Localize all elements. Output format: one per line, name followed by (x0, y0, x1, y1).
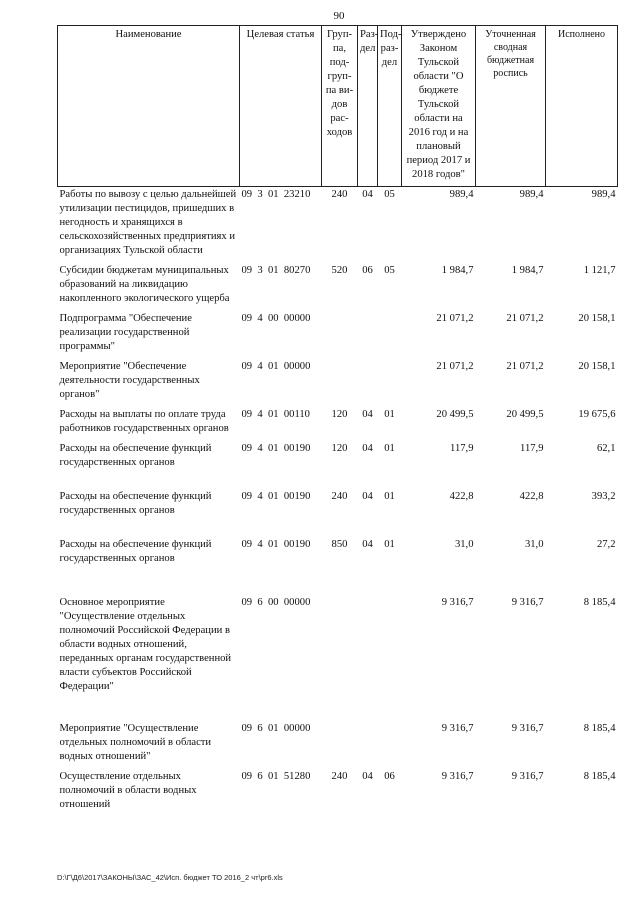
row-approved-amount: 21 071,2 (436, 361, 474, 372)
row-spacer-cell (58, 518, 618, 537)
row-name: Мероприятие "Осуществление отдельных полномочий в области водных отношений" (59, 723, 212, 762)
row-specified-amount: 9 316,7 (511, 723, 544, 734)
table-header-row (58, 26, 618, 187)
row-subsection: 05 (384, 265, 395, 276)
row-subsection (378, 359, 402, 402)
row-name: Мероприятие "Обеспечение деятельности государственных органов" (59, 361, 200, 400)
row-section: 04 (362, 189, 373, 200)
header-name: Наименование (58, 26, 240, 187)
table-row (58, 721, 618, 764)
row-specified-amount: 20 499,5 (506, 409, 544, 420)
row-section (358, 359, 378, 402)
row-section: 04 (362, 771, 373, 782)
row-expense-group (322, 359, 358, 402)
row-expense-group (322, 595, 358, 694)
row-spacer (58, 694, 618, 721)
row-expense-group (322, 721, 358, 764)
row-approved-amount: 20 499,5 (436, 409, 474, 420)
header-specified: Уточненная сводная бюджетная роспись (476, 26, 546, 187)
row-approved-amount: 422,8 (449, 491, 474, 502)
table-row (58, 489, 618, 518)
header-section: Раз- дел (358, 26, 378, 187)
row-approved-amount: 21 071,2 (436, 313, 474, 324)
table-row (58, 359, 618, 402)
row-target-code: 09 3 01 80270 (241, 265, 311, 276)
row-section (358, 595, 378, 694)
table-row (58, 263, 618, 306)
row-name: Подпрограмма "Обеспечение реализации государственной программы" (59, 313, 192, 352)
row-specified-amount: 9 316,7 (511, 597, 544, 608)
row-target-code: 09 4 01 00000 (241, 361, 311, 372)
row-section: 04 (362, 539, 373, 550)
table-row (58, 595, 618, 694)
row-executed-amount: 8 185,4 (583, 723, 616, 734)
row-specified-amount: 1 984,7 (511, 265, 544, 276)
row-expense-group: 120 (331, 443, 348, 454)
row-target-code: 09 4 01 00190 (241, 491, 311, 502)
row-executed-amount: 19 675,6 (578, 409, 616, 420)
row-section: 04 (362, 443, 373, 454)
row-specified-amount: 21 071,2 (506, 313, 544, 324)
row-expense-group: 240 (331, 491, 348, 502)
row-name: Расходы на обеспечение функций государственных органов (59, 539, 212, 564)
row-target-code: 09 6 01 51280 (241, 771, 311, 782)
table-row (58, 441, 618, 470)
table-row (58, 187, 618, 259)
row-spacer-cell (58, 566, 618, 595)
page-number: 90 (333, 10, 345, 22)
row-target-code: 09 6 00 00000 (241, 597, 311, 608)
row-specified-amount: 9 316,7 (511, 771, 544, 782)
header-group: Груп- па, под- груп- па ви- дов рас- ходов (322, 26, 358, 187)
row-spacer (58, 566, 618, 595)
row-target-code: 09 6 01 00000 (241, 723, 311, 734)
row-target-code: 09 4 01 00190 (241, 539, 311, 550)
budget-table (57, 25, 618, 812)
row-name: Работы по вывозу с целью дальнейшей утилизации пестицидов, пришедших в негодность и хранящихся в сельскохозяйственных предприятиях и организациях Тульской области (59, 189, 237, 256)
row-name: Субсидии бюджетам муниципальных образований на ликвидацию накопленного экологического ущерба (59, 265, 230, 304)
row-executed-amount: 27,2 (596, 539, 616, 550)
row-approved-amount: 117,9 (450, 443, 474, 454)
row-spacer-cell (58, 470, 618, 489)
row-specified-amount: 117,9 (520, 443, 544, 454)
row-spacer-cell (58, 694, 618, 721)
row-approved-amount: 1 984,7 (441, 265, 474, 276)
row-subsection: 01 (384, 443, 395, 454)
row-section (358, 721, 378, 764)
row-approved-amount: 31,0 (454, 539, 474, 550)
row-target-code: 09 4 01 00110 (241, 409, 310, 420)
row-executed-amount: 8 185,4 (583, 597, 616, 608)
header-executed: Исполнено (546, 26, 618, 187)
row-target-code: 09 4 01 00190 (241, 443, 311, 454)
file-path-footer: D:\Г\Д6\2017\ЗАКОНЫ\ЗАС_42\Исп. бюджет ТО 2016_2 чт\pr6.xls (57, 873, 283, 882)
row-subsection: 05 (384, 189, 395, 200)
row-target-code: 09 4 00 00000 (241, 313, 311, 324)
table-row (58, 407, 618, 436)
row-name: Основное мероприятие "Осуществление отдельных полномочий Российской Федерации в области водных отношений, переданных органам государственной власти субъектов Российской Федерации" (59, 597, 232, 692)
row-executed-amount: 1 121,7 (583, 265, 616, 276)
header-approved: Утверждено Законом Тульской области "О бюджете Тульской области на 2016 год и на плановый период 2017 и 2018 годов" (402, 26, 476, 187)
row-specified-amount: 422,8 (519, 491, 544, 502)
row-specified-amount: 21 071,2 (506, 361, 544, 372)
row-executed-amount: 62,1 (596, 443, 616, 454)
row-approved-amount: 9 316,7 (441, 597, 474, 608)
row-executed-amount: 393,2 (591, 491, 616, 502)
row-subsection: 01 (384, 409, 395, 420)
row-executed-amount: 8 185,4 (583, 771, 616, 782)
row-spacer (58, 518, 618, 537)
row-name: Расходы на обеспечение функций государственных органов (59, 491, 212, 516)
table-row (58, 537, 618, 566)
row-section: 04 (362, 409, 373, 420)
row-expense-group: 520 (331, 265, 348, 276)
row-executed-amount: 20 158,1 (578, 361, 616, 372)
row-name: Расходы на обеспечение функций государственных органов (59, 443, 212, 468)
row-approved-amount: 9 316,7 (441, 771, 474, 782)
header-subsection: Под- раз- дел (378, 26, 402, 187)
row-executed-amount: 989,4 (591, 189, 616, 200)
row-section: 06 (362, 265, 373, 276)
row-section: 04 (362, 491, 373, 502)
row-spacer (58, 470, 618, 489)
row-target-code: 09 3 01 23210 (241, 189, 311, 200)
row-name: Расходы на выплаты по оплате труда работников государственных органов (59, 409, 229, 434)
row-specified-amount: 31,0 (524, 539, 544, 550)
row-expense-group: 850 (331, 539, 348, 550)
row-executed-amount: 20 158,1 (578, 313, 616, 324)
row-subsection (378, 311, 402, 354)
row-subsection (378, 721, 402, 764)
row-approved-amount: 989,4 (449, 189, 474, 200)
row-subsection: 01 (384, 539, 395, 550)
table-row (58, 311, 618, 354)
row-subsection (378, 595, 402, 694)
row-section (358, 311, 378, 354)
table-body (58, 187, 618, 813)
row-expense-group: 120 (331, 409, 348, 420)
row-subsection: 01 (384, 491, 395, 502)
row-name: Осуществление отдельных полномочий в области водных отношений (59, 771, 197, 810)
table-row (58, 769, 618, 812)
row-expense-group (322, 311, 358, 354)
row-specified-amount: 989,4 (519, 189, 544, 200)
row-subsection: 06 (384, 771, 395, 782)
row-expense-group: 240 (331, 189, 348, 200)
row-approved-amount: 9 316,7 (441, 723, 474, 734)
row-expense-group: 240 (331, 771, 348, 782)
header-code: Целевая статья (240, 26, 322, 187)
